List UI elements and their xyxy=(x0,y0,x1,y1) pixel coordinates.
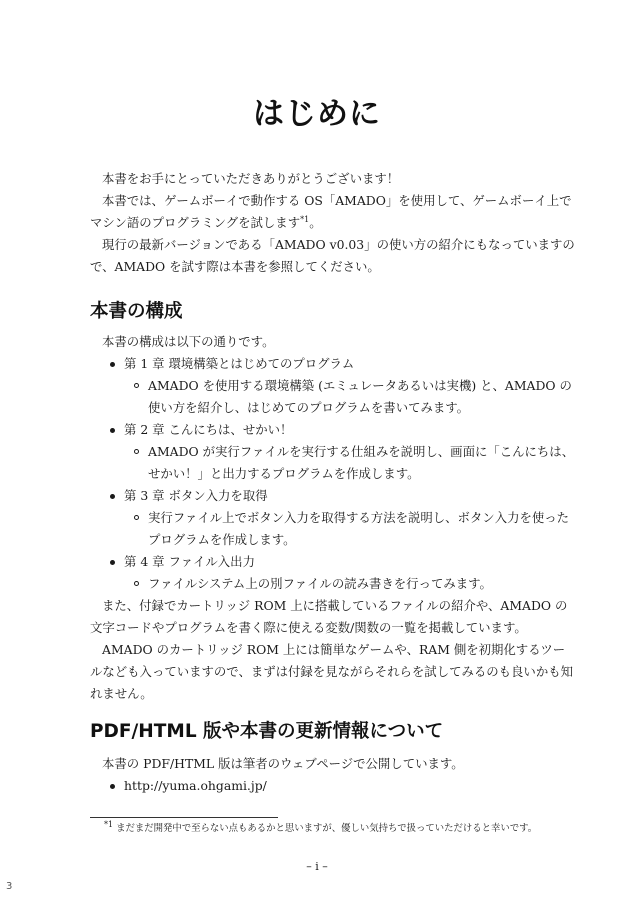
intro-paragraph-2-text: 本書では、ゲームボーイで動作する OS「AMADO」を使用して、ゲームボーイ上でマシン語のプログラミングを試します xyxy=(90,193,572,230)
chapter-detail xyxy=(124,441,576,485)
bullet-icon xyxy=(110,494,115,499)
tools-paragraph: AMADO のカートリッジ ROM 上には簡単なゲームや、RAM 側を初期化するツールなども入っていますので、まずは付録を見ながらそれらを試してみるのも良いかも知れません。 xyxy=(90,642,573,701)
url-item xyxy=(90,775,576,797)
chapter-detail xyxy=(124,507,576,551)
section-heading-pdf: PDF/HTML 版や本書の更新情報について xyxy=(90,721,444,742)
chapter-item-3 xyxy=(90,485,576,551)
chapter-label: 第 4 章 ファイル入出力 xyxy=(124,554,255,569)
intro-paragraph-1: 本書をお手にとっていただきありがとうございます！ xyxy=(102,171,400,186)
section-heading-structure: 本書の構成 xyxy=(90,301,183,322)
circle-bullet-icon xyxy=(134,515,139,520)
author-url-link[interactable]: http://yuma.ohgami.jp/ xyxy=(124,778,267,793)
intro-paragraph-2 xyxy=(90,190,576,234)
intro-paragraph-2-end: 。 xyxy=(309,215,322,230)
structure-lead: 本書の構成は以下の通りです。 xyxy=(102,334,275,349)
chapter-detail-text: 実行ファイル上でボタン入力を取得する方法を説明し、ボタン入力を使ったプログラムを作成します。 xyxy=(148,510,570,547)
chapter-detail-list xyxy=(124,375,576,419)
bullet-icon xyxy=(110,428,115,433)
intro-section xyxy=(90,168,576,278)
circle-bullet-icon xyxy=(134,449,139,454)
url-list xyxy=(90,775,576,797)
appendix-paragraph: また、付録でカートリッジ ROM 上に搭載しているファイルの紹介や、AMADO の文字コードやプログラムを書く際に使える変数/関数の一覧を掲載しています。 xyxy=(90,598,568,635)
chapter-item-4 xyxy=(90,551,576,595)
chapter-detail-text: ファイルシステム上の別ファイルの読み書きを行ってみます。 xyxy=(148,576,492,591)
footnote-divider xyxy=(90,817,278,818)
bullet-icon xyxy=(110,362,115,367)
chapter-item-1 xyxy=(90,353,576,419)
chapter-detail xyxy=(124,375,576,419)
footnote-text: まだまだ開発中で至らない点もあるかと思いますが、優しい気持ちで扱っていただけると幸いです。 xyxy=(116,823,538,834)
chapter-detail-text: AMADO が実行ファイルを実行する仕組みを説明し、画面に「こんにちは、せかい！」と出力するプログラムを作成します。 xyxy=(148,444,575,481)
chapter-detail-list xyxy=(124,573,576,595)
viewer-page-index: 3 xyxy=(6,881,13,892)
footnote xyxy=(104,819,584,836)
footnote-ref[interactable]: *1 xyxy=(300,214,310,224)
page-number: – i – xyxy=(306,860,328,873)
bullet-icon xyxy=(110,560,115,565)
pdf-lead: 本書の PDF/HTML 版は筆者のウェブページで公開しています。 xyxy=(102,756,464,771)
circle-bullet-icon xyxy=(134,383,139,388)
chapter-detail-list xyxy=(124,507,576,551)
footnote-mark: *1 xyxy=(104,819,114,829)
circle-bullet-icon xyxy=(134,581,139,586)
chapter-list xyxy=(90,353,576,595)
chapter-detail-text: AMADO を使用する環境構築 (エミュレータあるいは実機) と、AMADO の使い方を紹介し、はじめてのプログラムを書いてみます。 xyxy=(148,378,572,415)
chapter-detail xyxy=(124,573,576,595)
chapter-item-2 xyxy=(90,419,576,485)
chapter-label: 第 1 章 環境構築とはじめてのプログラム xyxy=(124,356,355,371)
page-title: はじめに xyxy=(253,96,381,132)
intro-paragraph-3: 現行の最新バージョンである「AMADO v0.03」の使い方の紹介にもなっていますので、AMADO を試す際は本書を参照してください。 xyxy=(90,237,575,274)
pdf-section xyxy=(90,753,576,797)
chapter-label: 第 3 章 ボタン入力を取得 xyxy=(124,488,268,503)
bullet-icon xyxy=(110,784,115,789)
chapter-detail-list xyxy=(124,441,576,485)
chapter-label: 第 2 章 こんにちは、せかい！ xyxy=(124,422,293,437)
structure-section xyxy=(90,331,576,705)
